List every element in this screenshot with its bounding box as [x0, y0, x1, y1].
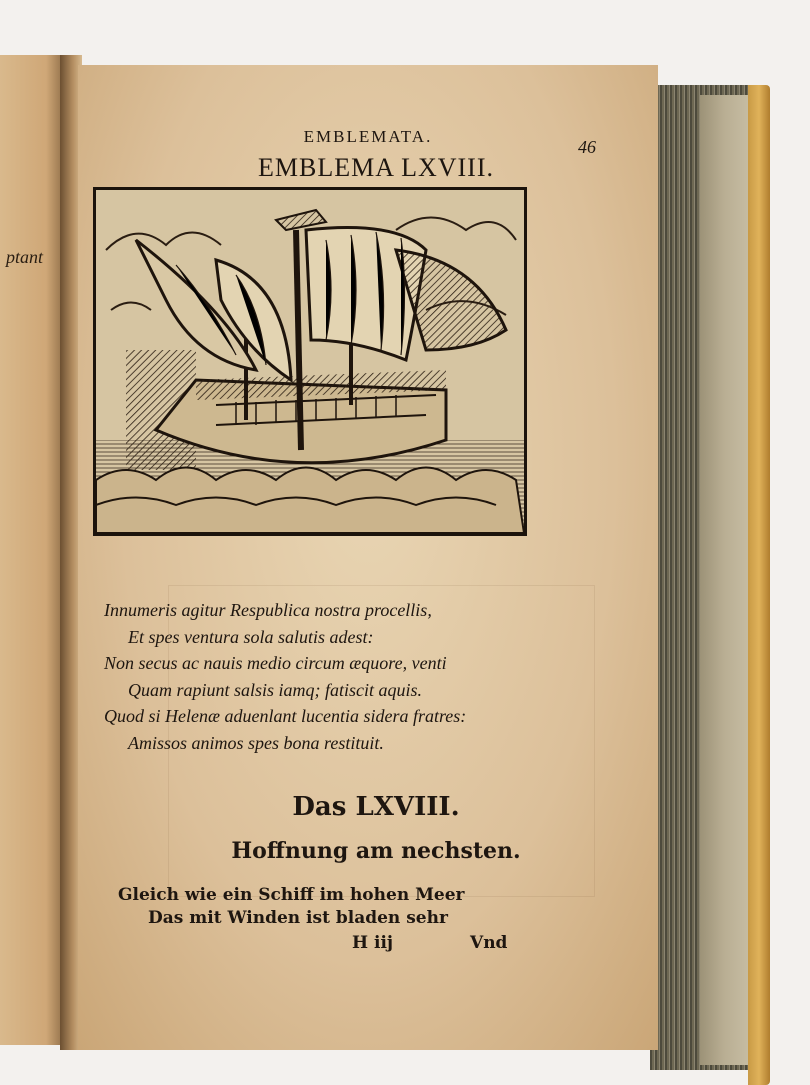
ship-woodcut-icon: [93, 187, 527, 536]
verse-line: Non secus ac nauis medio circum æquore, venti: [104, 653, 447, 673]
page-number: 46: [578, 137, 596, 157]
verse-line: Quod si Helenæ aduenlant lucentia sidera fratres:: [104, 706, 467, 726]
book: [0, 55, 770, 1055]
running-head: EMBLEMATA.: [303, 127, 433, 146]
catchword: Vnd: [470, 933, 508, 953]
book-cover: [748, 85, 770, 1085]
verse-line: Et spes ventura sola salutis adest:: [128, 626, 374, 647]
german-motto: Hoffnung am nechsten.: [231, 838, 521, 864]
verse-line: Quam rapiunt salsis iamq; fatiscit aquis.: [128, 679, 423, 700]
german-line: Das mit Winden ist bladen sehr: [148, 908, 448, 928]
left-page: [0, 55, 66, 1045]
verse-line: Innumeris agitur Respublica nostra procellis,: [104, 600, 432, 620]
latin-verse: [104, 600, 534, 759]
right-page: [78, 65, 658, 1050]
left-page-fragment: ptant: [6, 247, 44, 267]
german-line: Gleich wie ein Schiff im hohen Meer: [118, 885, 465, 905]
emblem-title: EMBLEMA LXVIII.: [258, 153, 494, 182]
signature-mark: H iij: [352, 933, 394, 953]
verse-line: Amissos animos spes bona restituit.: [128, 732, 384, 753]
german-title: Das LXVIII.: [292, 792, 460, 822]
